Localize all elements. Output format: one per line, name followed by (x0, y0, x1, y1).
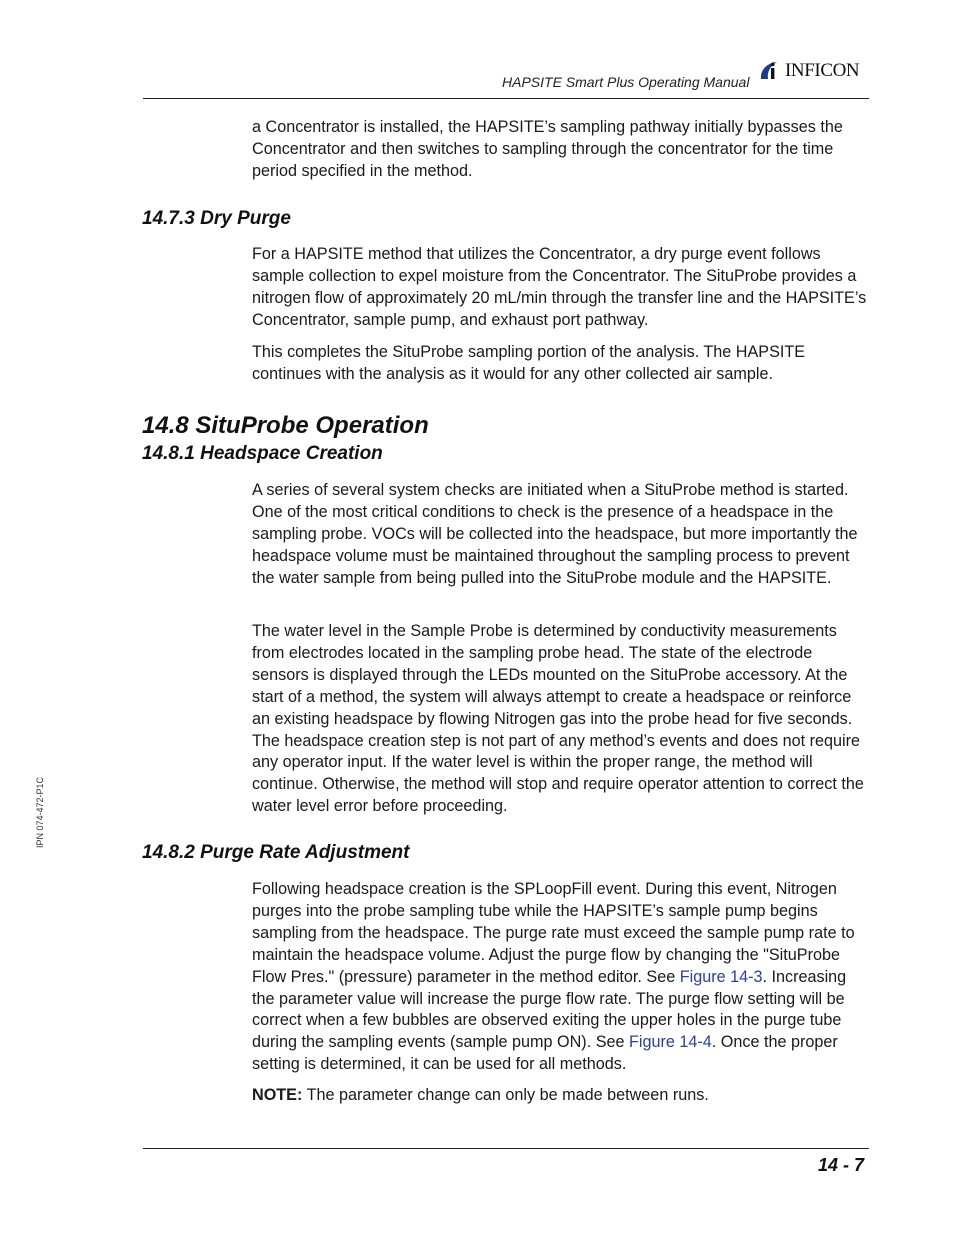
page-number: 14 - 7 (817, 1155, 864, 1175)
heading-headspace-creation: 14.8.1 Headspace Creation (142, 443, 383, 464)
footer-rule (143, 1148, 869, 1149)
purge-rate-text-2: . Increasing the parameter value will increase the purge flow rate. The purge flow setting will be correct when a few bubbles are observed exiting the upper holes in the purge tube during the sampling events (sample pump ON). See (252, 967, 847, 1052)
purge-rate-text-3: . Once the proper setting is determined, it can be used for all methods. (252, 1033, 838, 1074)
company-logo (758, 58, 874, 84)
note-text: The parameter change can only be made between runs. (302, 1086, 709, 1104)
heading-purge-rate-adjustment: 14.8.2 Purge Rate Adjustment (142, 842, 410, 863)
logo-wordmark: INFICON (785, 60, 860, 81)
link-figure-14-4[interactable]: Figure 14-4 (629, 1033, 712, 1052)
note-label: NOTE: (252, 1086, 303, 1104)
headspace-paragraph-1: A series of several system checks are initiated when a SituProbe method is started. One of the most critical conditions to check is the presence of a headspace in the sampling probe. VOCs will be collected into the headspace, but more importantly the headspace volume must be maintained throughout the sampling process to prevent the water sample from being pulled into the SituProbe module and the HAPSITE. (252, 481, 858, 587)
inficon-logo-icon (758, 60, 782, 82)
link-figure-14-3[interactable]: Figure 14-3 (679, 967, 763, 986)
heading-situprobe-operation: 14.8 SituProbe Operation (142, 412, 429, 439)
note-paragraph (252, 1085, 872, 1107)
running-title: HAPSITE Smart Plus Operating Manual (502, 74, 750, 90)
intro-paragraph: a Concentrator is installed, the HAPSITE’s sampling pathway initially bypasses the Concentrator and then switches to sampling through the concentrator for the time period specified in the method. (252, 118, 843, 180)
purge-rate-text-1: Following headspace creation is the SPLoopFill event. During this event, Nitrogen purges into the probe sampling tube while the HAPSITE’s sample pump begins sampling from the headspace. The purge rate must exceed the sample pump rate to maintain the headspace volume. Adjust the purge flow by changing the "SituProbe Flow Pres." (pressure) parameter in the method editor. See (252, 880, 855, 986)
document-id-note: IPN 074-472-P1C (35, 776, 45, 848)
heading-dry-purge: 14.7.3 Dry Purge (142, 208, 291, 229)
purge-rate-paragraph (252, 879, 872, 1076)
header-rule (143, 98, 869, 99)
headspace-paragraph-2: The water level in the Sample Probe is determined by conductivity measurements from electrodes located in the sampling probe head. The state of the electrode sensors is displayed through the LEDs mounted on the SituProbe accessory. At the start of a method, the system will always attempt to create a headspace or reinforce an existing headspace by flowing Nitrogen gas into the probe head for five seconds. The headspace creation step is not part of any method’s events and does not require any operator input. If the water level is within the proper range, the method will continue. Otherwise, the method will stop and require operator attention to correct the water level error before proceeding. (252, 622, 864, 816)
dry-purge-paragraph-1: For a HAPSITE method that utilizes the Concentrator, a dry purge event follows sample collection to expel moisture from the Concentrator. The SituProbe provides a nitrogen flow of approximately 20 mL/min through the transfer line and the HAPSITE’s Concentrator, sample pump, and exhaust port pathway. (252, 245, 867, 329)
dry-purge-paragraph-2: This completes the SituProbe sampling portion of the analysis. The HAPSITE continues with the analysis as it would for any other collected air sample. (252, 343, 806, 383)
